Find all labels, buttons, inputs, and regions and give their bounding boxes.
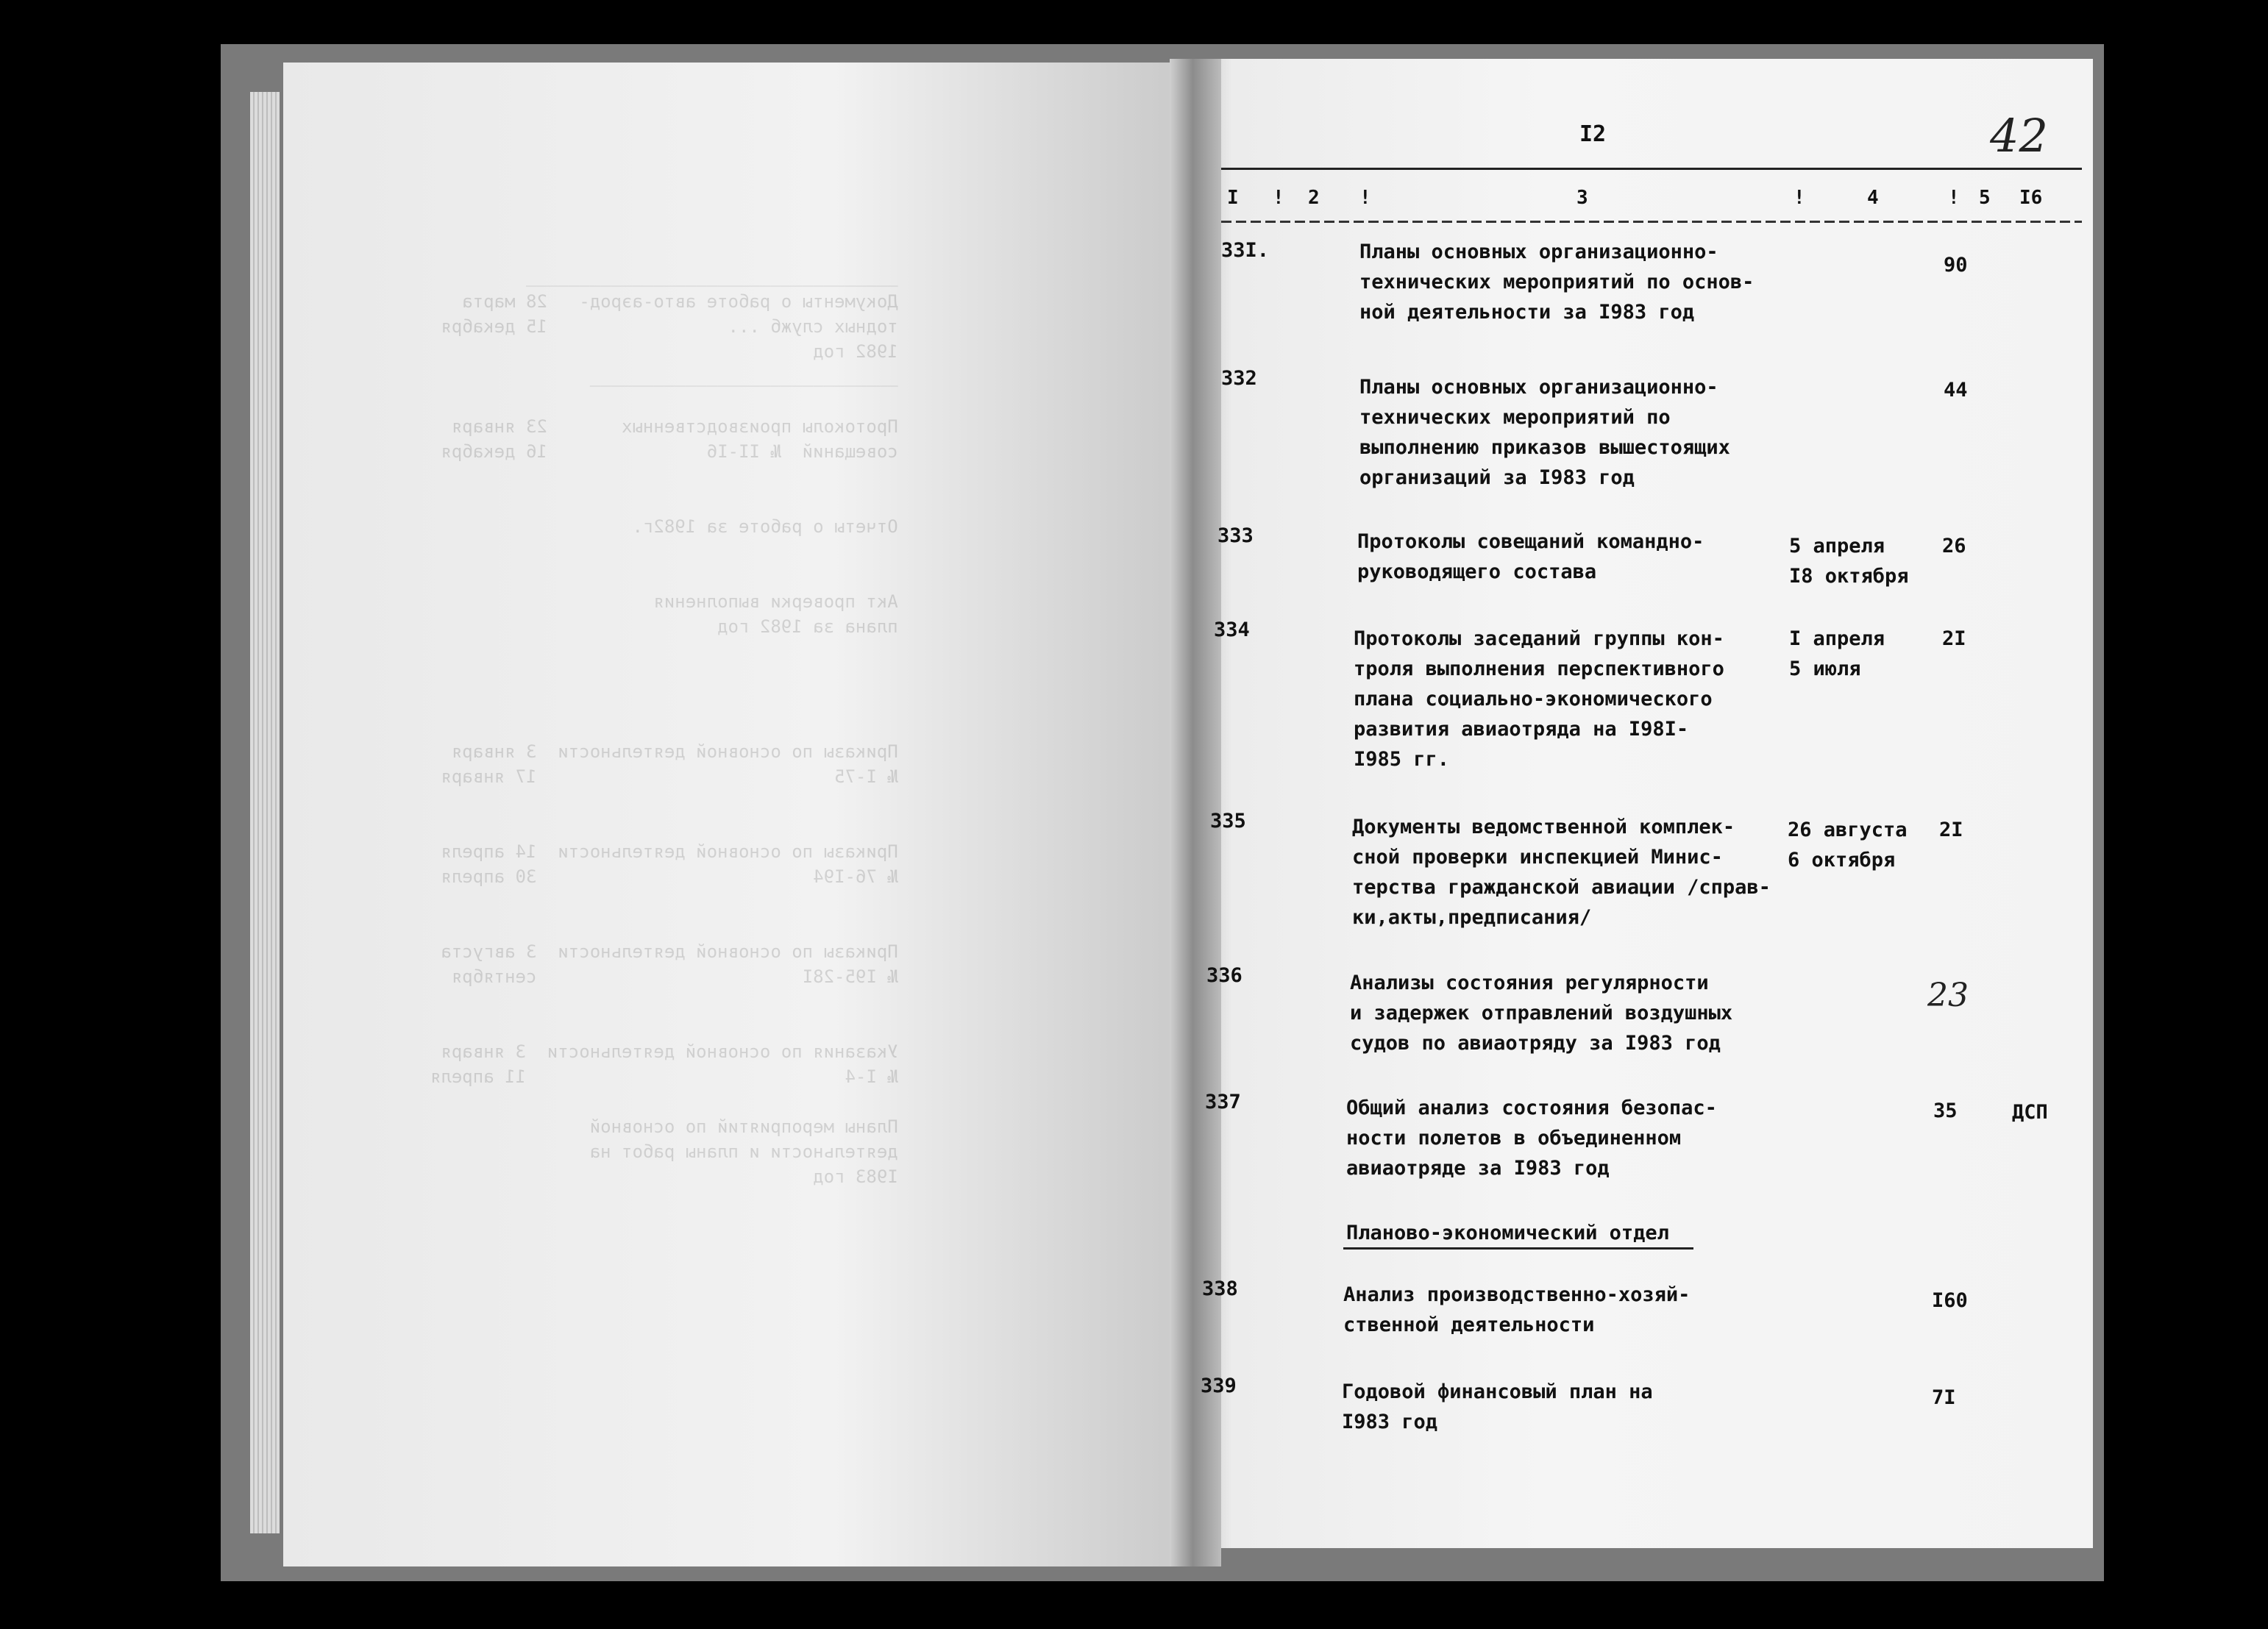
col-sep: ! [1948, 187, 1960, 209]
row-sheets: 44 [1944, 379, 1968, 402]
row-dates: I апреля 5 июля [1789, 627, 1885, 680]
row-title: Годовой финансовый план на I983 год [1342, 1380, 1653, 1433]
col-head-5: 5 [1979, 187, 1991, 209]
row-note: ДСП [2012, 1101, 2048, 1124]
row-dates: 5 апреля I8 октября [1789, 535, 1909, 588]
row-sheets: 26 [1942, 535, 1966, 557]
section-heading-underline [1343, 1247, 1693, 1250]
col-head-4: 4 [1867, 187, 1879, 209]
row-number: 339 [1201, 1375, 1237, 1397]
row-number: 334 [1214, 619, 1250, 641]
row-title: Протоколы совещаний командно- руководящего состава [1357, 530, 1704, 583]
col-sep: ! [1359, 187, 1371, 209]
col-sep: ! [1273, 187, 1284, 209]
row-dates: 26 августа 6 октября [1788, 819, 1908, 871]
row-sheets: I60 [1932, 1289, 1968, 1312]
row-sheets: 2I [1939, 819, 1963, 841]
row-number: 333 [1217, 524, 1254, 547]
row-sheets: 35 [1933, 1099, 1958, 1122]
page-number: I2 [1579, 121, 1607, 147]
row-title: Анализы состояния регулярности и задержек отправлений воздушных судов по авиаотряду за I983 год [1350, 972, 1733, 1055]
header-top-rule [1221, 168, 2082, 170]
row-sheets: 7I [1932, 1386, 1956, 1409]
row-number: 337 [1205, 1091, 1241, 1113]
col-head-1: I [1227, 187, 1239, 209]
bleed-through-text: ___________________________________ Документы о работе авто-аэрод- 28 марта тодных служб ... 15 декабря 1982 год _____________________________ Протоколы производственных 23 января совещаний № II-I6 16 декабря Отчеты о работе за 1982г. Акт проверки выполнения плана за 1982 год Приказы по основной деятельности 3 января № I-75 17 января Приказы по основной деятельности 14 апреля № 76-I94 30 апреля Приказы по основной деятельности 3 августа № I95-28I сентября Указания по основной деятельности 3 января № I-4 11 апреля Планы мероприятий по основной деятельности и планы работ на I983 год [430, 266, 898, 1187]
row-number: 335 [1210, 810, 1246, 833]
page-stack-edge [250, 92, 280, 1533]
row-number: 338 [1202, 1277, 1238, 1300]
col-head-2: 2 [1308, 187, 1320, 209]
row-number: 336 [1206, 964, 1243, 987]
col-sep: ! [1794, 187, 1805, 209]
row-sheets: 90 [1944, 254, 1968, 277]
archive-sheet-number: 42 [1990, 109, 2048, 163]
row-number: 33I. [1221, 239, 1270, 262]
row-title: Планы основных организационно- технических мероприятий по основ- ной деятельности за I983 год [1359, 240, 1755, 324]
col-head-6: I6 [2019, 187, 2043, 209]
row-number: 332 [1221, 367, 1257, 390]
row-title: Планы основных организационно- технических мероприятий по выполнению приказов вышестоящих организаций за I983 год [1359, 376, 1730, 489]
header-bottom-rule [1221, 221, 2082, 223]
row-title: Общий анализ состояния безопас- ности полетов в объединенном авиаотряде за I983 год [1346, 1097, 1717, 1180]
col-head-3: 3 [1576, 187, 1588, 209]
row-title: Документы ведомственной комплек- сной проверки инспекцией Минис- терства гражданской авиации /справ- ки,акты,предписания/ [1352, 816, 1771, 929]
row-title: Протоколы заседаний группы кон- троля выполнения перспективного плана социально-экономического развития авиаотряда на I98I- I985 гг. [1354, 627, 1724, 771]
row-title: Анализ производственно-хозяй- ственной деятельности [1343, 1283, 1691, 1336]
handwritten-sheet-count: 23 [1927, 977, 1969, 1014]
left-page [283, 63, 1199, 1566]
section-heading: Планово-экономический отдел [1346, 1222, 1669, 1244]
row-sheets: 2I [1942, 627, 1966, 650]
